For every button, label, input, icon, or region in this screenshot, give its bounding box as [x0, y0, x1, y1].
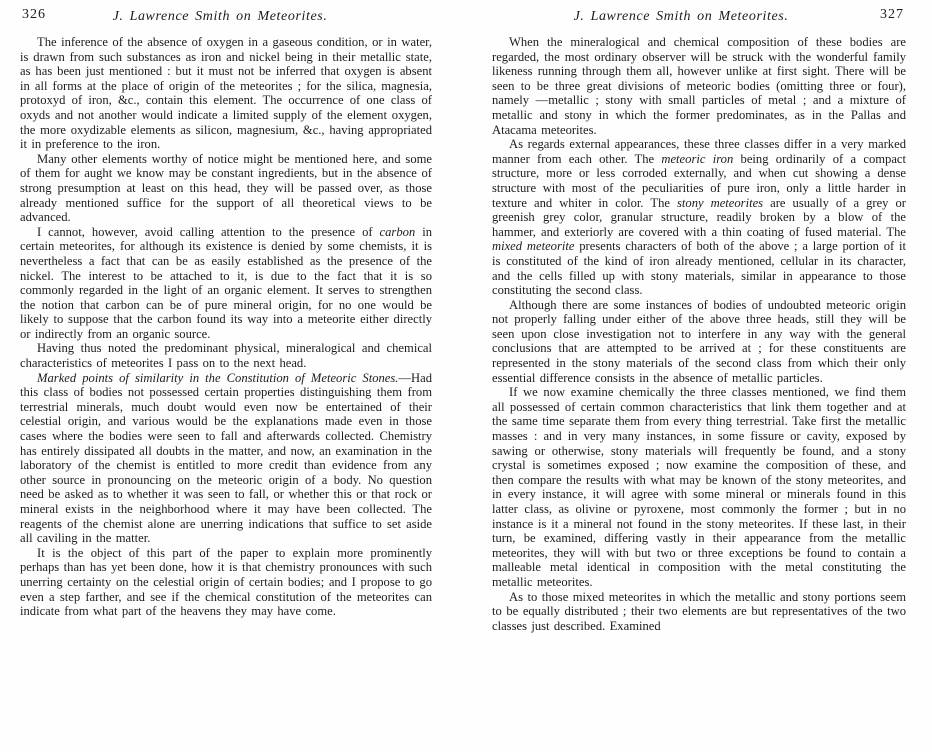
paragraph: It is the object of this part of the paper to explain more prominently perhaps than has yet been done, how it is that chemistry pronounces with such unerring certainty on the celestial origin of certain bodies; and I propose to go even a step farther, and see if the chemical constitution of the meteorites can indicate from what part of the heavens they may have come.: [20, 545, 432, 619]
page-327: [492, 0, 906, 752]
page-body-left: [20, 35, 432, 619]
paragraph: Although there are some instances of bodies of undoubted meteoric origin not properly falling under either of the above three heads, still they will be seen upon close investigation not to interfere in any way with the general conclusions that are attempted to be arrived at ; for these constituents are represented in the stony materials of the second class from which their only essential difference consists in the absence of metallic particles.: [492, 297, 906, 385]
paragraph: As regards external appearances, these three classes differ in a very marked manner from each other. The meteoric iron being ordinarily of a compact structure, more or less corroded externally, and when cut showing a dense structure with most of the peculiarities of pure iron, only a little harder in texture and whiter in color. The stony meteorites are usually of a grey or greenish grey color, granular structure, readily broken by a blow of the hammer, and exteriorly are covered with a thin coating of fused material. The mixed meteorite presents characters of both of the above ; a large portion of it is constituted of the kind of iron already mentioned, cellular in its character, and the cells filled up with stony materials, similar in appearance to those constituting the second class.: [492, 137, 907, 298]
paragraph: When the mineralogical and chemical composition of these bodies are regarded, the most ordinary observer will be struck with the wonderful family likeness running through them all, however unlike at first sight. There will be seen to be three great divisions of meteoric bodies (omitting three or four), namely —metallic ; stony with small particles of metal ; and a mixture of metallic and stony in which the former predominates, as in the Pallas and Atacama meteorites.: [492, 35, 906, 137]
page-326: [20, 0, 432, 752]
page-body-right: [492, 35, 906, 633]
running-title-right: J. Lawrence Smith on Meteorites.: [573, 9, 789, 24]
paragraph: Marked points of similarity in the Constitution of Meteoric Stones.—Had this class of bodies not possessed certain properties distinguishing them from terrestrial minerals, much doubt would even now be entertained of their celestial origin, and various would be the explanations made even in those cases where the bodies were seen to fall and afterwards collected. Chemistry has entirely dissipated all doubts in the matter, and now, an examination in the laboratory of the chemist is entitled to more credit than evidence from any other source in pronouncing on the meteoric origin of a body. No question need be asked as to whether it was seen to fall, or whether this or that rock or mineral exists in the neighborhood where it may have been collected. The reagents of the chemist alone are unerring indications that suffice to set aside all caviling in the matter.: [20, 370, 432, 546]
paragraph: As to those mixed meteorites in which the metallic and stony portions seem to be equally distributed ; their two elements are but representatives of the two classes just described. Examined: [492, 589, 906, 633]
paragraph: If we now examine chemically the three classes mentioned, we find them all possessed of certain common characteristics that link them together and at the same time separate them from every thing terrestrial. Take first the metallic masses : and in very many instances, in some fissure or cavity, exposed by sawing or otherwise, stony materials will frequently be found, and a stony crystal is sometimes exposed ; now examine the composition of these, and then compare the results with what may be known of the stony meteorites, and in every instance, it will agree with some mineral or minerals found in this latter class, as olivine or pyroxene, most commonly the former ; but in no instance is it a mineral not found in the stony meteorites. If these last, in their turn, be examined, differing vastly in their appearance from the metallic meteorites, they will with but two or three exceptions be found to contain a malleable metal identical in composition with the metal constituting the metallic meteorites.: [492, 385, 906, 589]
paragraph: Many other elements worthy of notice might be mentioned here, and some of them for aught we know may be constant ingredients, but in the absence of strong presumption at least on this head, they will be passed over, as those already mentioned suffice for the support of all theoretical views to be advanced.: [20, 151, 432, 225]
paragraph: I cannot, however, avoid calling attention to the presence of carbon in certain meteorites, for although its existence is denied by some chemists, it is nevertheless a fact that can be as easily established as the presence of the nickel. The interest to be attached to it, is due to the fact that it is so commonly regarded in the light of an organic element. It serves to strengthen the notion that carbon can be of pure mineral origin, for no one would be likely to suppose that the carbon found its way into a meteorite either directly or indirectly from an organic source.: [20, 224, 432, 341]
page-number-327: 327: [880, 7, 904, 22]
paragraph: Having thus noted the predominant physical, mineralogical and chemical characteristics of meteorites I pass on to the next head.: [20, 341, 432, 371]
page-number-326: 326: [22, 7, 46, 22]
page-header-left: [20, 7, 432, 25]
paragraph: The inference of the absence of oxygen in a gaseous condition, or in water, is drawn from such substances as iron and nickel being in their metallic state, as has been just mentioned : but it must not be inferred that oxygen is absent in all forms at the place of origin of the meteorites ; for the silica, magnesia, protoxyd of iron, &c., contain this element. The occurrence of one class of oxyds and not another would indicate a limited supply of the element oxygen, the more oxydizable elements as silicon, magnesium, &c., having appropriated it in preference to the iron.: [20, 35, 432, 152]
page-header-right: [492, 7, 906, 25]
running-title-left: J. Lawrence Smith on Meteorites.: [112, 9, 328, 24]
